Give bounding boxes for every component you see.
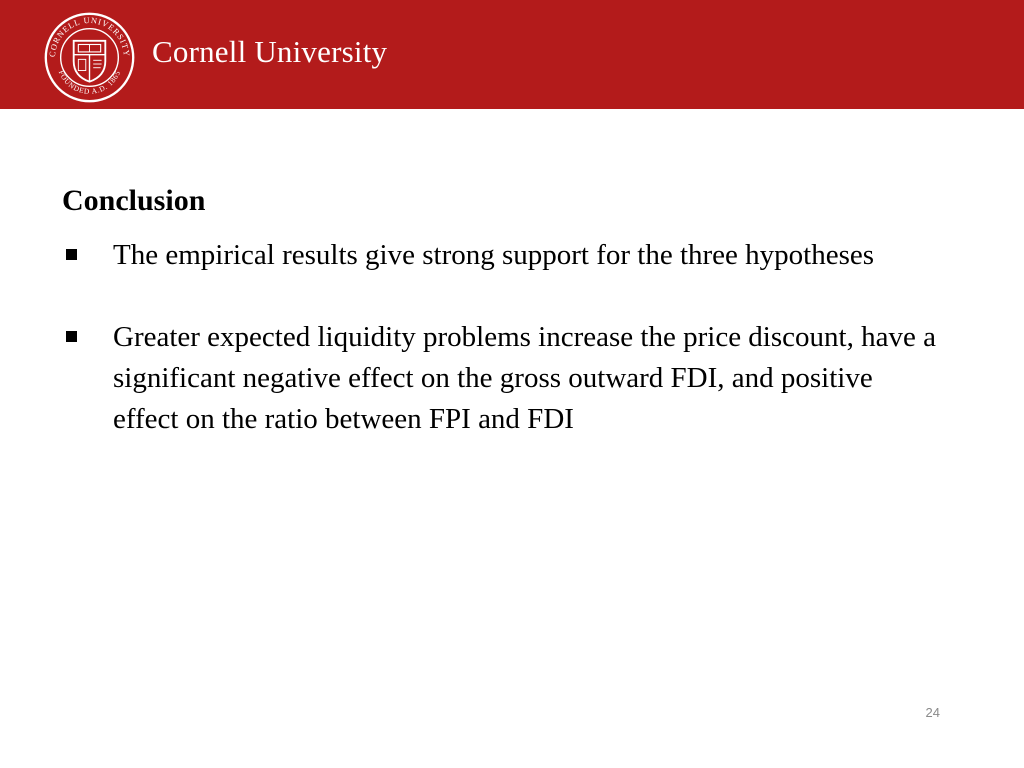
- bullet-text: The empirical results give strong support for the three hypotheses: [113, 239, 875, 271]
- cornell-seal-icon: [43, 11, 136, 104]
- square-bullet-icon: [66, 249, 77, 260]
- bullet-item: [62, 317, 942, 440]
- header-bar: [0, 0, 1024, 109]
- slide-heading: Conclusion: [62, 184, 206, 217]
- square-bullet-icon: [66, 331, 77, 342]
- slide-content: [62, 183, 942, 481]
- bullet-text: Greater expected liquidity problems increase the price discount, have a significant negative effect on the gross outward FDI, and positive effect on the ratio between FPI and FDI: [113, 321, 936, 435]
- bullet-list: [62, 235, 942, 440]
- brand-name: Cornell University: [152, 34, 388, 69]
- seal-ring-text-bottom: FOUNDED A.D. 1865: [56, 68, 123, 96]
- seal-ring-text-top: CORNELL UNIVERSITY: [47, 15, 132, 58]
- page-number: 24: [925, 705, 940, 720]
- bullet-item: [62, 235, 942, 276]
